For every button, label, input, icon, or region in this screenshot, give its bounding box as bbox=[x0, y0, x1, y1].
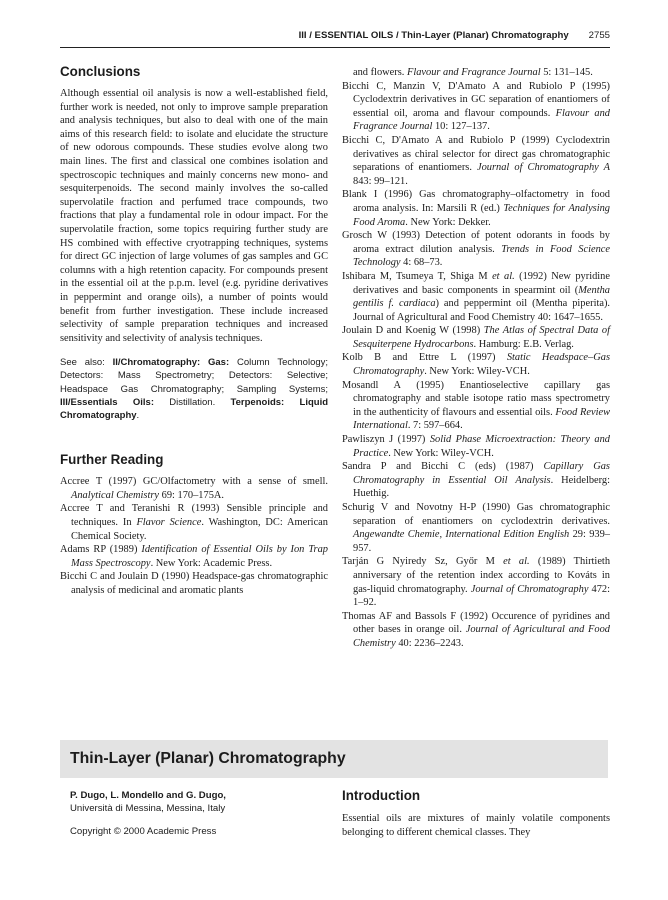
further-reading-heading: Further Reading bbox=[60, 452, 164, 468]
reference-item: Tarján G Nyiredy Sz, Győr M et al. (1989) Thirtieth anniversary of the retention index according to Kováts in gas-liquid chromatography. Journal of Chromatography 472: 1–92. bbox=[342, 556, 611, 609]
introduction-paragraph: Essential oils are mixtures of mainly volatile components belonging to different chemical classes. They bbox=[342, 813, 610, 838]
right-column bbox=[342, 66, 610, 651]
reference-item: Bicchi C, Manzin V, D'Amato A and Rubiolo P (1995) Cyclodextrin derivatives in GC separation of enantiomers of essential oil, aroma and flavour compounds. Flavour and Fragrance Journal 10: 127–137. bbox=[342, 80, 611, 133]
reference-item: Joulain D and Koenig W (1998) The Atlas of Spectral Data of Sesquiterpene Hydrocarbons. Hamburg: E.B. Verlag. bbox=[342, 325, 610, 350]
author-block bbox=[70, 789, 330, 815]
conclusions-paragraph: Although essential oil analysis is now a well-established field, further work is needed, not only to improve sample preparation and analysis techniques, but also to deal with one of the main aims of this research field: to isolate and elucidate the structure of new odorous compounds. These studies evolve along two main lines. The first and classical one combines isolation and spectroscopic techniques and mainly concerns new mono- and sesquiterpenoids. The second mainly involves the so-called supervolatile fraction and perfumed trace compounds, two fractions that play a fundamental role in odour impact. For the supervolatile fraction, some topics requiring further study are HS combined with effective cryotrapping techniques, systems for direct GC injection of large volumes of gas samples and GC columns with a high retention capacity. For compounds present in the essential oil at the p.p.m. level (e.g. pyridine derivatives in peppermint and orange oils), a number of points would benefit from further investigation. These include increased selectivity of sample preparation techniques and increased sensitivity and selectivity of analysis techniques. bbox=[60, 88, 328, 344]
reference-item: Adams RP (1989) Identification of Essential Oils by Ion Trap Mass Spectroscopy. New York: Academic Press. bbox=[60, 544, 328, 569]
see-also-link-essential-oils[interactable]: III/Essentials Oils: bbox=[60, 396, 154, 408]
see-also-label: See also: bbox=[60, 357, 105, 369]
left-column bbox=[60, 64, 328, 598]
article-title: Thin-Layer (Planar) Chromatography bbox=[70, 750, 346, 767]
copyright: Copyright © 2000 Academic Press bbox=[70, 826, 217, 837]
reference-item: Mosandl A (1995) Enantioselective capillary gas chromatography and stable isotope ratio mass spectrometry in the authenticity of flavours and essential oils. Food Review International. 7: 597–664. bbox=[342, 379, 611, 432]
reference-item: Accree T and Teranishi R (1993) Sensible principle and techniques. In Flavor Science. Washington, DC: American Chemical Society. bbox=[60, 503, 328, 542]
reference-continuation: and flowers. Flavour and Fragrance Journal 5: 131–145. bbox=[353, 67, 593, 78]
affiliation: Università di Messina, Messina, Italy bbox=[70, 803, 226, 814]
reference-item: Schurig V and Novotny H-P (1990) Gas chromatographic separation of enantiomers on cyclodextrin derivatives. Angewandte Chemie, International Edition English 29: 939–957. bbox=[342, 502, 610, 554]
introduction-section bbox=[342, 788, 610, 839]
reference-item: Grosch W (1993) Detection of potent odorants in foods by aroma extract dilution analysis. Trends in Food Science Technology 4: 68–73. bbox=[342, 230, 610, 269]
see-also-link-distillation[interactable]: Distillation. bbox=[169, 396, 216, 408]
running-title: III / ESSENTIAL OILS / Thin-Layer (Planar) Chromatography bbox=[298, 30, 569, 41]
reference-item: Pawliszyn J (1997) Solid Phase Microextraction: Theory and Practice. New York: Wiley-VCH. bbox=[342, 434, 610, 459]
authors: P. Dugo, L. Mondello and G. Dugo, bbox=[70, 790, 226, 801]
reference-item: Sandra P and Bicchi C (eds) (1987) Capillary Gas Chromatography in Essential Oil Analysis. Heidelberg: Huethig. bbox=[342, 461, 610, 500]
reference-item: Blank I (1996) Gas chromatography–olfactometry in food aroma analysis. In: Marsili R (ed.) Techniques for Analysing Food Aroma. New York: Dekker. bbox=[342, 189, 610, 228]
reference-item: Thomas AF and Bassols F (1992) Occurence of pyridines and other bases in orange oil. Journal of Agricultural and Food Chemistry 40: 2236–2243. bbox=[342, 610, 610, 649]
reference-item: Bicchi C and Joulain D (1990) Headspace-gas chromatographic analysis of medicinal and aromatic plants bbox=[60, 571, 328, 597]
conclusions-heading: Conclusions bbox=[60, 64, 141, 79]
see-also-end: . bbox=[136, 410, 140, 422]
see-also-link-terpenoids[interactable]: Terpenoids: Liquid Chromatography bbox=[60, 396, 329, 422]
running-header bbox=[60, 30, 610, 44]
see-also bbox=[60, 356, 328, 422]
reference-item: Accree T (1997) GC/Olfactometry with a sense of smell. Analytical Chemistry 69: 170–175A. bbox=[60, 476, 328, 501]
see-also-link-gas-chromatography[interactable]: II/Chromatography: Gas: bbox=[112, 357, 230, 369]
introduction-heading: Introduction bbox=[342, 788, 421, 803]
header-rule bbox=[60, 47, 610, 48]
article-title-banner bbox=[60, 740, 608, 778]
reference-item: Ishibara M, Tsumeya T, Shiga M et al. (1992) New pyridine derivatives and basic components in spearmint oil (Mentha gentilis f. cardiaca) and peppermint oil (Mentha piperita). Journal of Agricultural and Food Chemistry 40: 1647–1655. bbox=[342, 270, 611, 323]
page-number: 2755 bbox=[588, 30, 610, 41]
see-also-links-gas[interactable]: Column Technology; Detectors: Mass Spectrometry; Detectors: Selective; Headspace Gas Chromatography; Sampling Systems; bbox=[60, 357, 329, 395]
reference-item: Kolb B and Ettre L (1997) Static Headspace–Gas Chromatography. New York: Wiley-VCH. bbox=[342, 352, 610, 378]
reference-item: Bicchi C, D'Amato A and Rubiolo P (1999) Cyclodextrin derivatives as chiral selector for direct gas chromatographic separations of enantiomers. Journal of Chromatography A 843: 99–121. bbox=[342, 134, 610, 187]
